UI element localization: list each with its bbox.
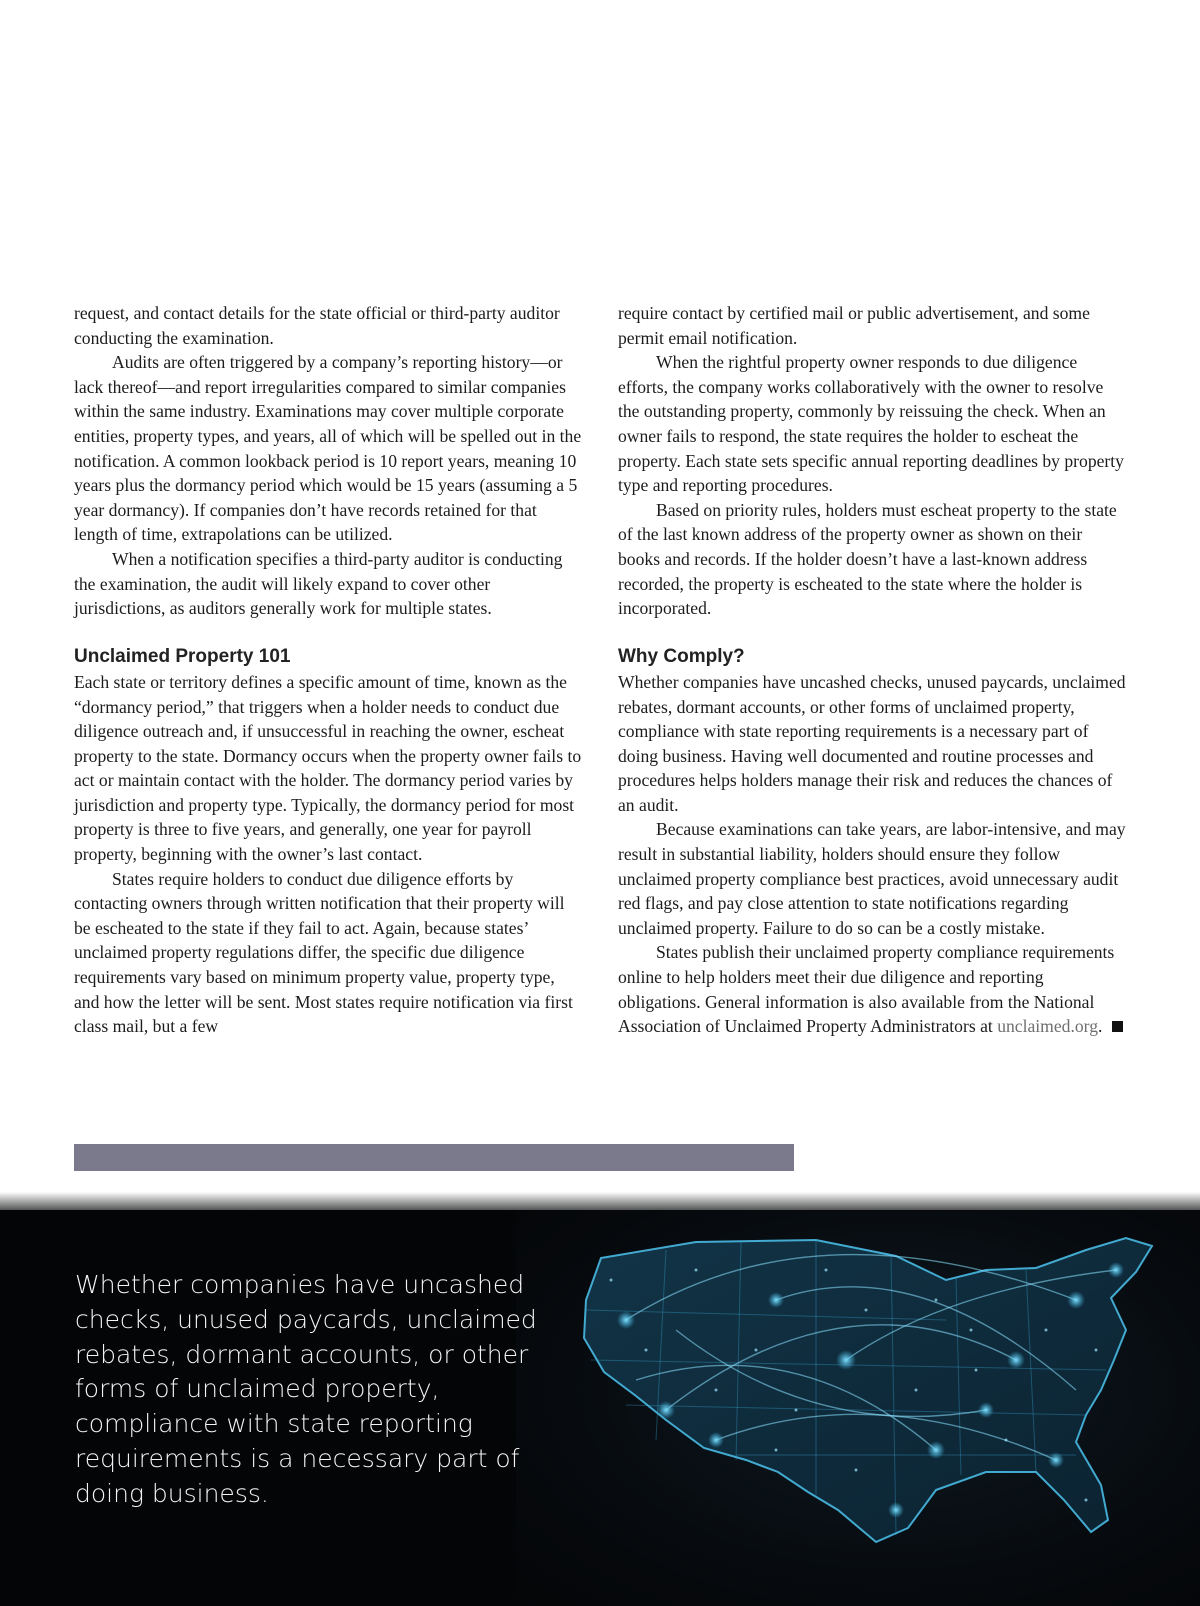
right-paragraph-6-tail: . bbox=[1098, 1016, 1103, 1037]
right-paragraph-1: require contact by certified mail or public advertisement, and some permit email notification. bbox=[618, 303, 1090, 348]
left-paragraph-1: request, and contact details for the state official or third-party auditor conducting the examination. bbox=[74, 303, 560, 348]
unclaimed-org-link[interactable]: unclaimed.org bbox=[997, 1016, 1098, 1037]
end-of-article-mark bbox=[1112, 1021, 1123, 1032]
us-outline bbox=[584, 1238, 1152, 1542]
right-paragraph-6-text: States publish their unclaimed property compliance requirements online to help holders meet their due diligence and reporting obligations. General information is also available from the National Association of Unclaimed Property Administrators at bbox=[618, 942, 1115, 1037]
pull-quote: Whether companies have uncashed checks, unused paycards, unclaimed rebates, dormant accounts, or other forms of unclaimed property, compliance with state reporting requirements is a necessary part of doing business. bbox=[75, 1270, 537, 1508]
left-paragraph-3: When a notification specifies a third-party auditor is conducting the examination, the audit will likely expand to cover other jurisdictions, as auditors generally work for multiple states. bbox=[74, 548, 563, 619]
right-paragraph-3: Based on priority rules, holders must escheat property to the state of the last known address of the property owner as shown on their books and records. If the holder doesn’t have a last-known address recorded, the property is escheated to the state where the holder is incorporated. bbox=[618, 499, 1117, 619]
left-paragraph-5: States require holders to conduct due diligence efforts by contacting owners through written notification that their property will be escheated to the state if they fail to act. Again, because states’ unclaimed property regulations differ, the specific due diligence requirements vary based on minimum property value, property type, and how the letter will be sent. Most states require notification via first class mail, but a few bbox=[74, 868, 573, 1037]
decorative-bar bbox=[74, 1144, 794, 1171]
left-paragraph-2: Audits are often triggered by a company’s reporting history—or lack thereof—and report irregularities compared to similar companies within the same industry. Examinations may cover multiple corporate entities, property types, and years, all of which will be spelled out in the notification. A common lookback period is 10 report years, meaning 10 years plus the dormancy period which would be 15 years (assuming a 5 year dormancy). If companies don’t have records retained for that length of time, extrapolations can be utilized. bbox=[74, 352, 582, 545]
right-paragraph-5: Because examinations can take years, are labor-intensive, and may result in substantial liability, holders should ensure they follow unclaimed property compliance best practices, avoid unnecessary audit red flags, and pay close attention to state notifications regarding unclaimed property. Failure to do so can be a costly mistake. bbox=[618, 819, 1126, 938]
us-map-illustration bbox=[516, 1210, 1200, 1606]
right-column bbox=[618, 301, 1126, 1039]
left-paragraph-4: Each state or territory defines a specific amount of time, known as the “dormancy period,” that triggers when a holder needs to conduct due diligence outreach and, if unsuccessful in reaching the owner, escheat property to the state. Dormancy occurs when the property owner fails to act or maintain contact with the holder. The dormancy period varies by jurisdiction and property type. Typically, the dormancy period for most property is three to five years, and generally, one year for payroll property, beginning with the owner’s last contact. bbox=[74, 671, 582, 865]
right-paragraph-2: When the rightful property owner responds to due diligence efforts, the company works collaboratively with the owner to resolve the outstanding property, commonly by reissuing the check. When an owner fails to respond, the state requires the holder to escheat the property. Each state sets specific annual reporting deadlines by property type and reporting procedures. bbox=[618, 352, 1124, 496]
us-network-map-image bbox=[516, 1210, 1200, 1606]
right-paragraph-6 bbox=[618, 940, 1126, 1038]
heading-unclaimed-property-101: Unclaimed Property 101 bbox=[74, 646, 291, 668]
right-paragraph-4: Whether companies have uncashed checks, unused paycards, unclaimed rebates, dormant accounts, or other forms of unclaimed property, compliance with state reporting requirements is a necessary part of doing business. Having well documented and routine processes and procedures helps holders manage their risk and reduces the chances of an audit. bbox=[618, 671, 1126, 815]
heading-why-comply: Why Comply? bbox=[618, 646, 745, 668]
left-column bbox=[74, 301, 582, 1039]
